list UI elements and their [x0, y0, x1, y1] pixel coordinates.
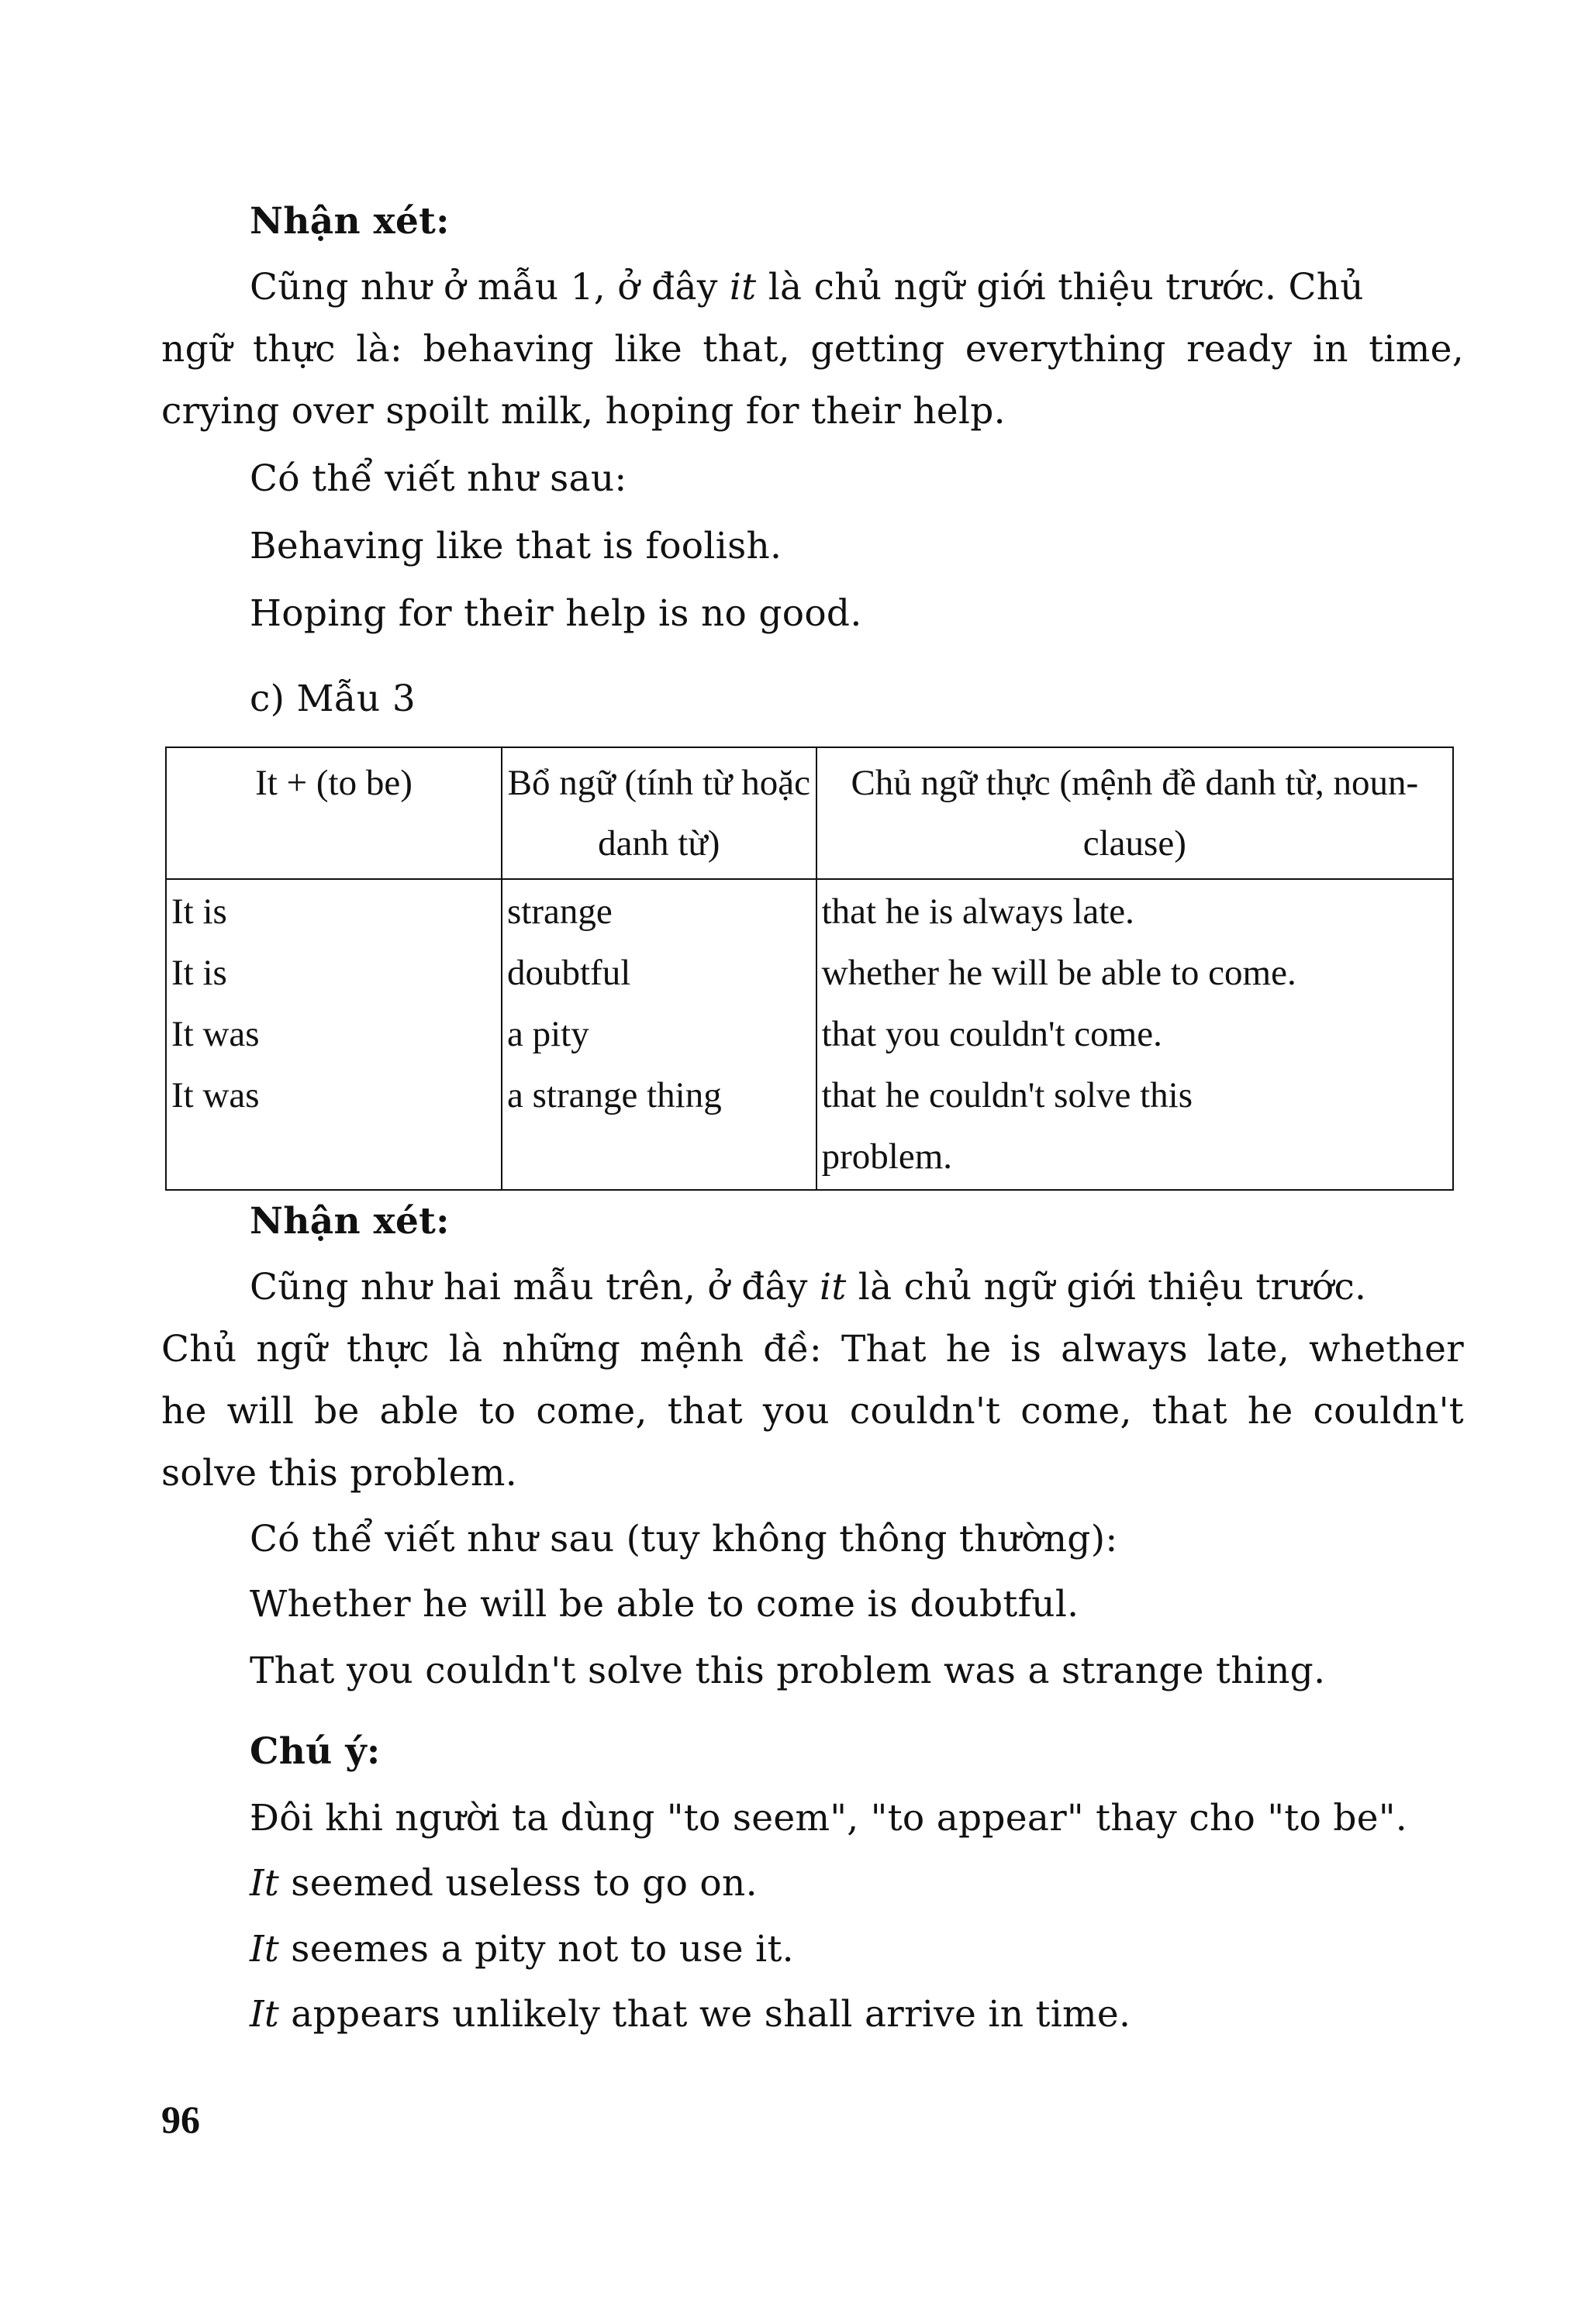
note-heading: Chú ý: — [250, 1730, 381, 1773]
remark-2-line-1 — [250, 1266, 1366, 1309]
pattern-3-table — [165, 747, 1454, 1191]
header-complement: Bổ ngữ (tính từ hoặc danh từ) — [502, 747, 816, 879]
note-it-3: It — [250, 1993, 280, 2036]
remark-1-line-2: ngữ thực là: behaving like that, getting everything ready in time, — [161, 328, 1464, 371]
table-cell: that he is always late. — [821, 891, 1134, 932]
note-example-1 — [250, 1862, 758, 1905]
example-4: That you couldn't solve this problem was a strange thing. — [250, 1650, 1326, 1692]
remark-2-line-5: Có thể viết như sau (tuy không thông thường): — [250, 1518, 1118, 1560]
remark-heading-2: Nhận xét: — [250, 1200, 450, 1243]
table-cell: It was — [171, 1075, 260, 1115]
col-it-be-cell — [166, 879, 502, 1190]
table-header-row — [166, 747, 1453, 879]
example-1: Behaving like that is foolish. — [250, 525, 782, 567]
table-cell: that he couldn't solve this — [821, 1075, 1193, 1115]
remark-2-line-3: he will be able to come, that you couldn't come, that he couldn't — [161, 1390, 1464, 1433]
remark-1-line-1 — [250, 266, 1364, 309]
table-cell: It is — [171, 953, 227, 993]
remark-1-line-3: crying over spoilt milk, hoping for their help. — [161, 390, 1006, 433]
table-body-row — [166, 879, 1453, 1190]
remark-1-line-4: Có thể viết như sau: — [250, 457, 627, 500]
remark-2-line-4: solve this problem. — [161, 1452, 517, 1495]
remark-heading-1: Nhận xét: — [250, 200, 450, 243]
table-cell: whether he will be able to come. — [821, 953, 1296, 993]
remark-2-it: it — [819, 1266, 847, 1309]
table-cell: strange — [507, 891, 613, 932]
section-c-title: c) Mẫu 3 — [250, 678, 416, 720]
table-cell: a pity — [507, 1014, 589, 1054]
note-example-2 — [250, 1928, 794, 1971]
table-cell: It was — [171, 1014, 260, 1054]
remark-2-line-1a: Cũng như hai mẫu trên, ở đây — [250, 1266, 820, 1309]
note-example-2-text: seemes a pity not to use it. — [279, 1928, 794, 1971]
example-3: Whether he will be able to come is doubtful. — [250, 1583, 1079, 1626]
note-example-1-text: seemed useless to go on. — [279, 1862, 758, 1905]
table-cell: It is — [171, 891, 227, 932]
note-it-1: It — [250, 1862, 280, 1905]
header-it-to-be: It + (to be) — [166, 747, 502, 879]
remark-2-line-1b: là chủ ngữ giới thiệu trước. — [846, 1266, 1367, 1309]
example-2: Hoping for their help is no good. — [250, 592, 862, 635]
page-number: 96 — [161, 2098, 200, 2141]
table-cell: a strange thing — [507, 1075, 722, 1115]
col-real-subject-cell — [816, 879, 1453, 1190]
remark-1-line-1-text: Cũng như ở mẫu 1, ở đây it là chủ ngữ giới thiệu trước. Chủ — [250, 266, 1364, 309]
note-line-1: Đôi khi người ta dùng "to seem", "to appear" thay cho "to be". — [250, 1797, 1407, 1840]
table-cell: doubtful — [507, 953, 631, 993]
table-cell: that you couldn't come. — [821, 1014, 1162, 1054]
note-example-3 — [250, 1993, 1131, 2036]
col-complement-cell — [502, 879, 816, 1190]
table-cell: problem. — [821, 1136, 953, 1177]
note-it-2: It — [250, 1928, 280, 1971]
note-example-3-text: appears unlikely that we shall arrive in time. — [279, 1993, 1131, 2036]
header-real-subject: Chủ ngữ thực (mệnh đề danh từ, noun-clause) — [816, 747, 1453, 879]
remark-1-it: it — [729, 266, 757, 309]
remark-2-line-2: Chủ ngữ thực là những mệnh đề: That he is always late, whether — [161, 1328, 1464, 1371]
